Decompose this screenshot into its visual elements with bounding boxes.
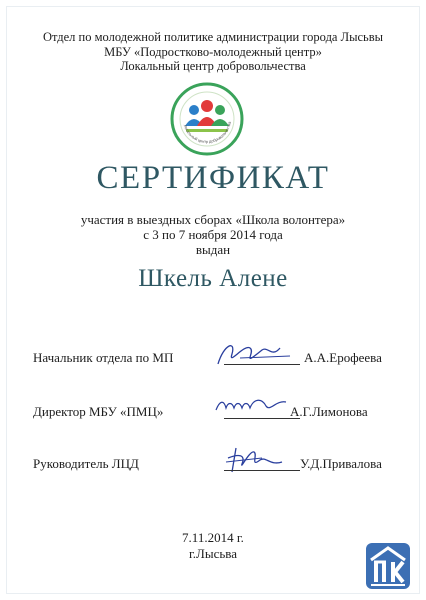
- signature-scribble: [210, 444, 300, 478]
- issuer-line-2: МБУ «Подростково-молодежный центр»: [104, 44, 322, 59]
- certificate-footer: [0, 530, 426, 562]
- pmc-emblem-icon: [365, 542, 411, 590]
- signature-scribble: [210, 392, 300, 426]
- signature-scribble: [210, 338, 300, 372]
- volunteer-center-logo: [170, 82, 244, 156]
- signature-line: [224, 364, 300, 365]
- issuer-line-3: Локальный центр добровольчества: [120, 59, 306, 73]
- signer-role: Руководитель ЛЦД: [33, 456, 139, 471]
- signature-row-2: [0, 396, 426, 426]
- signature-line: [224, 470, 300, 471]
- signature-line: [224, 418, 300, 419]
- issue-city: г.Лысьва: [188, 546, 238, 561]
- signer-role: Директор МБУ «ПМЦ»: [33, 404, 164, 419]
- signer-name: У.Д.Привалова: [300, 456, 382, 471]
- issuer-header: [0, 30, 426, 74]
- certificate-title: СЕРТИФИКАТ: [96, 160, 330, 196]
- issue-date: 7.11.2014 г.: [182, 530, 244, 545]
- signature-row-1: [0, 342, 426, 372]
- signer-name: А.Г.Лимонова: [290, 404, 368, 419]
- signature-row-3: [0, 448, 426, 478]
- signer-name: А.А.Ерофеева: [304, 350, 382, 365]
- date-range-line: с 3 по 7 ноября 2014 года: [143, 227, 283, 242]
- recipient-name: Шкель Алене: [138, 265, 288, 292]
- event-line: участия в выездных сборах «Школа волонтера»: [80, 212, 346, 227]
- issued-to-label: выдан: [195, 242, 231, 257]
- logo-arc-text: Локальный центр добровольчества: [182, 121, 232, 145]
- issuer-line-1: Отдел по молодежной политике администрации города Лысьвы: [42, 30, 384, 44]
- certificate-description: [0, 212, 426, 257]
- signer-role: Начальник отдела по МП: [33, 350, 174, 365]
